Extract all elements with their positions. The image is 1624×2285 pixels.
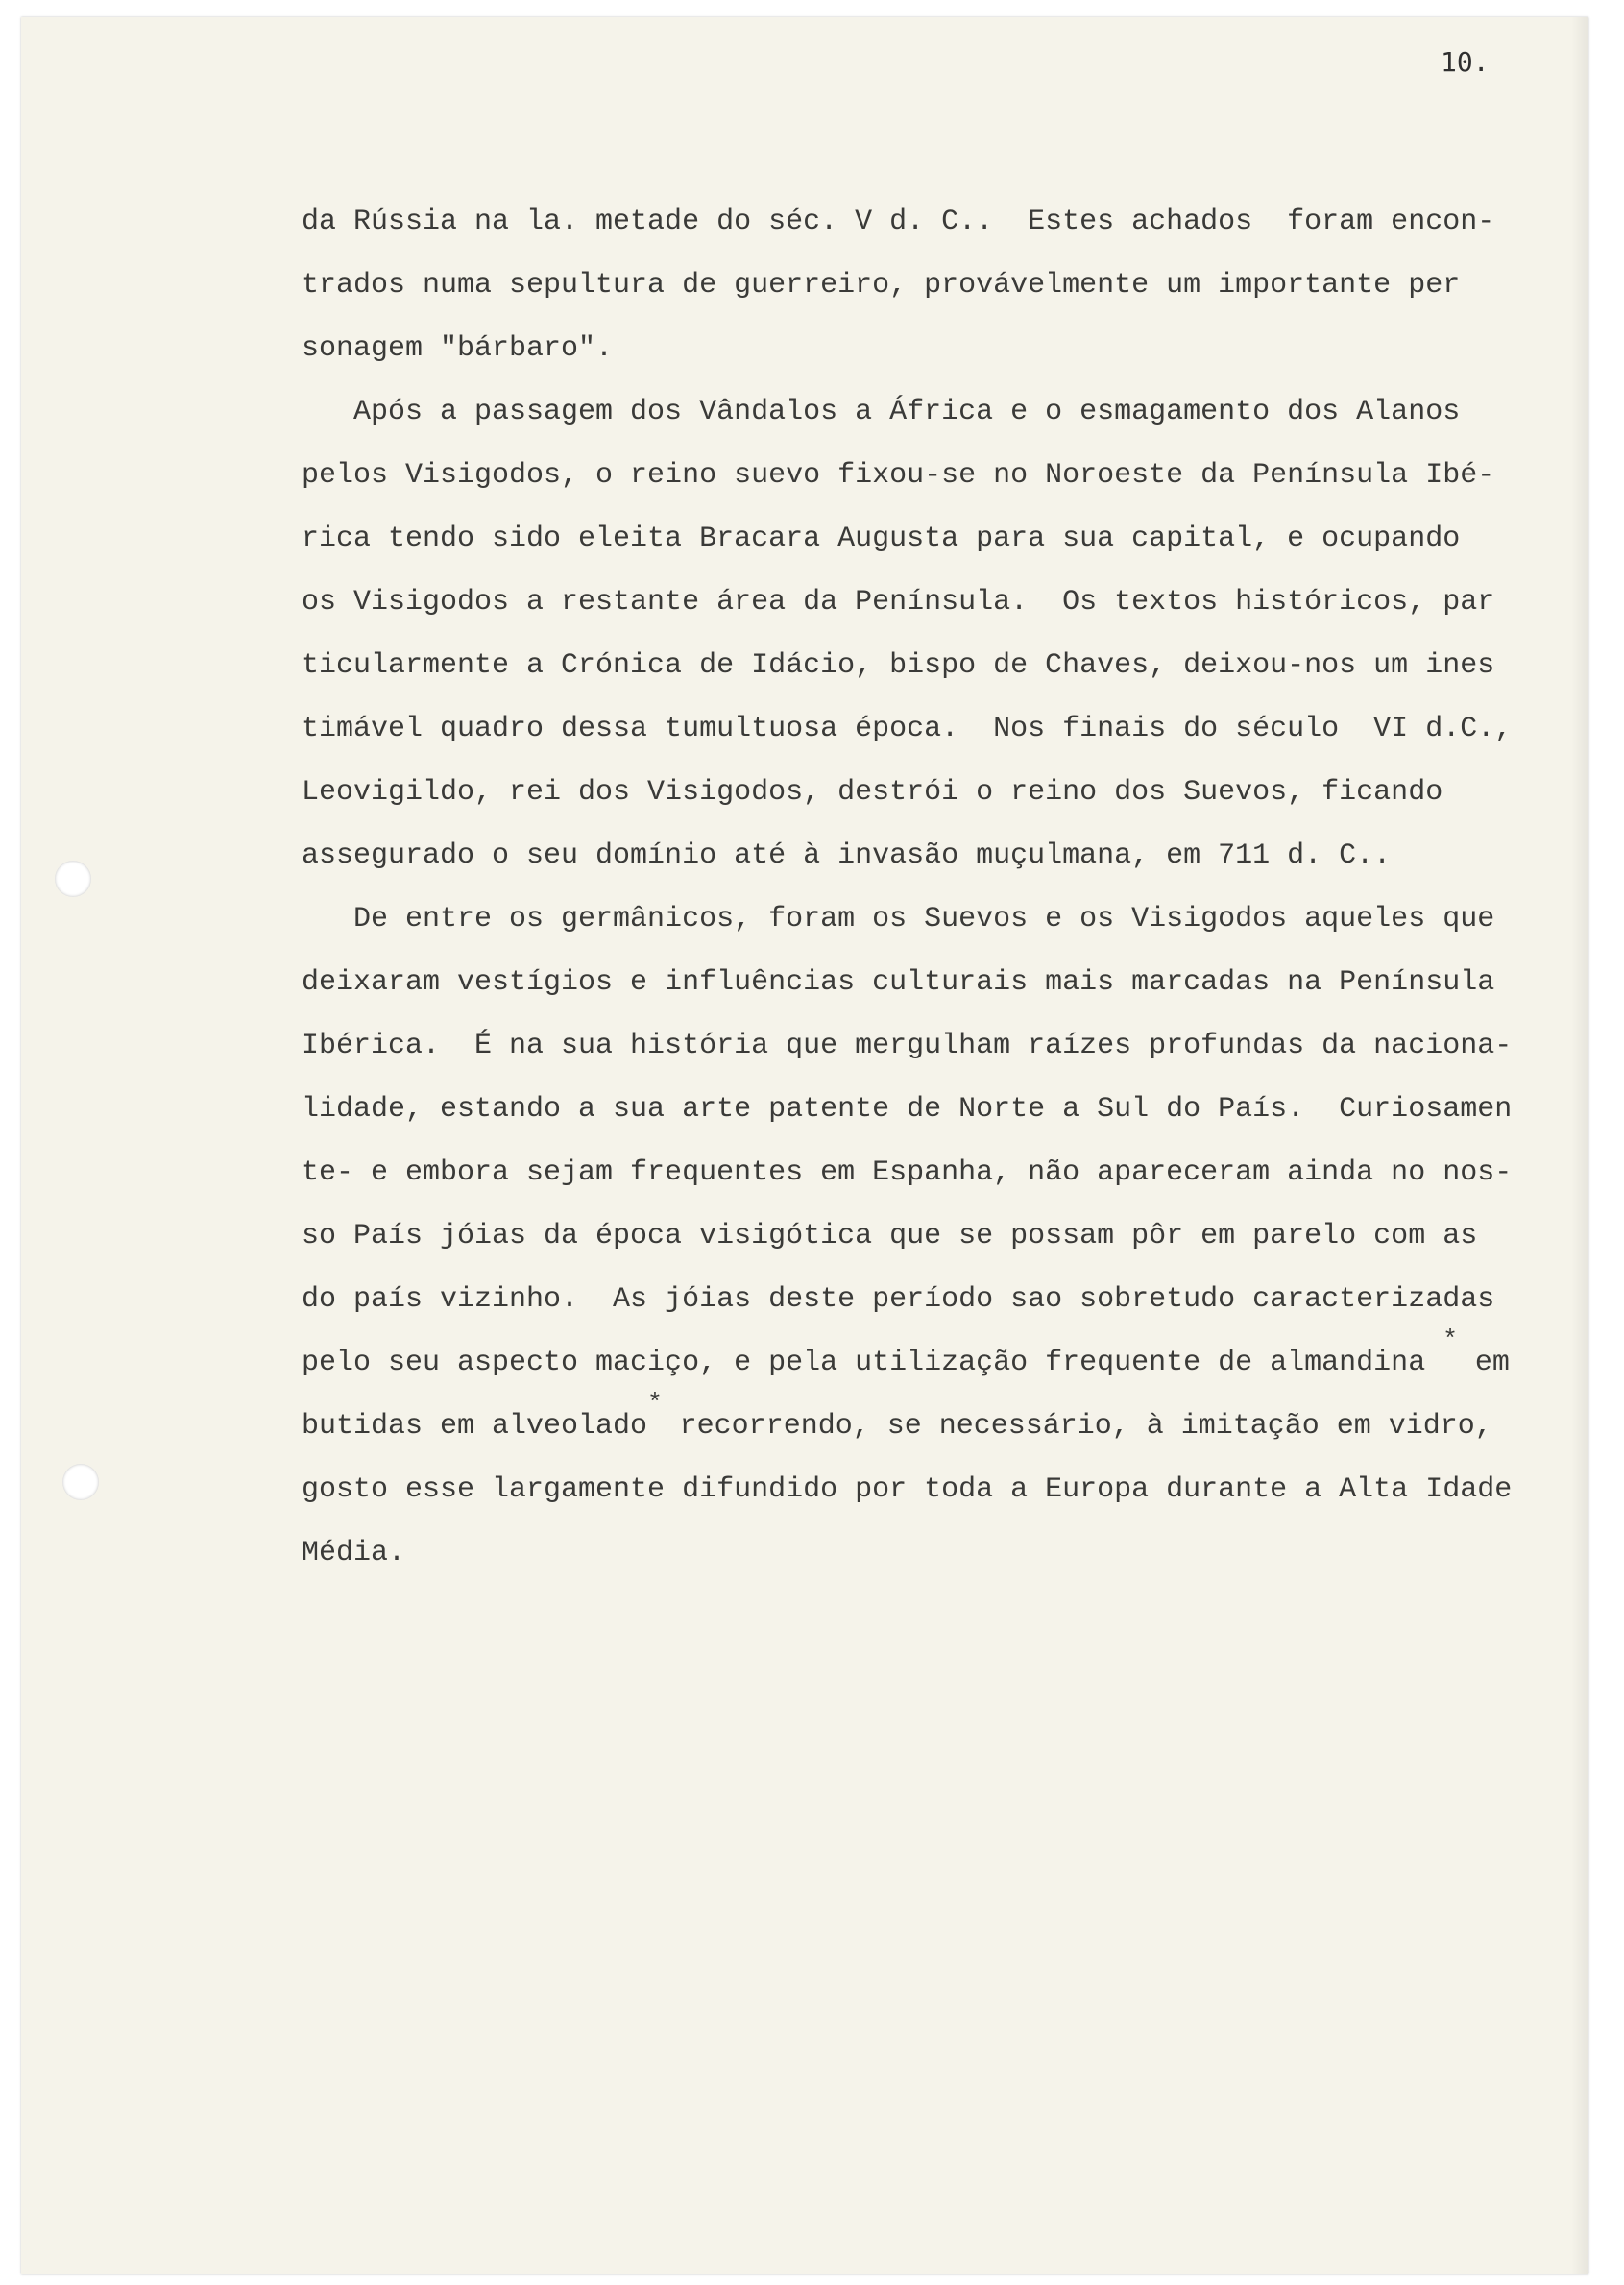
text-line-with-footnote <box>302 1389 1492 1458</box>
text-line: rica tendo sido eleita Bracara Augusta para sua capital, e ocupando <box>302 523 1461 555</box>
text-line: lidade, estando a sua arte patente de Norte a Sul do País. Curiosamen <box>302 1093 1513 1126</box>
text-line: pelos Visigodos, o reino suevo fixou-se no Noroeste da Península Ibé- <box>302 459 1495 492</box>
text-line: Após a passagem dos Vândalos a África e o esmagamento dos Alanos <box>302 396 1461 428</box>
text-line: Média. <box>302 1537 406 1569</box>
text-line: da Rússia na la. metade do séc. V d. C.. Estes achados foram encon- <box>302 206 1495 238</box>
text-line: De entre os germânicos, foram os Suevos e os Visigodos aqueles que <box>302 903 1495 936</box>
text-segment: pelo seu aspecto maciço, e pela utilização frequente de almandina <box>302 1347 1426 1379</box>
text-line: timável quadro dessa tumultuosa época. Nos finais do século VI d.C., <box>302 713 1513 745</box>
text-line: gosto esse largamente difundido por toda a Europa durante a Alta Idade <box>302 1473 1513 1506</box>
text-line: te- e embora sejam frequentes em Espanha, não apareceram ainda no nos- <box>302 1156 1513 1189</box>
text-line: do país vizinho. As jóias deste período sao sobretudo caracterizadas <box>302 1283 1495 1316</box>
page-number: 10. <box>1441 46 1490 78</box>
text-line: ticularmente a Crónica de Idácio, bispo de Chaves, deixou-nos um ines <box>302 649 1495 682</box>
footnote-marker: * <box>1442 1325 1458 1354</box>
text-segment: em <box>1474 1347 1510 1379</box>
text-line: os Visigodos a restante área da Península. Os textos históricos, par <box>302 586 1495 619</box>
punch-hole <box>55 861 91 897</box>
text-line: assegurado o seu domínio até à invasão muçulmana, em 711 d. C.. <box>302 839 1392 872</box>
text-line: Leovigildo, rei dos Visigodos, destrói o reino dos Suevos, ficando <box>302 776 1443 809</box>
text-line: trados numa sepultura de guerreiro, provávelmente um importante per <box>302 269 1461 302</box>
text-line: sonagem "bárbaro". <box>302 332 614 365</box>
text-line: Ibérica. É na sua história que mergulham raízes profundas da naciona- <box>302 1030 1513 1062</box>
page-edge-shadow <box>1571 17 1588 2274</box>
punch-hole <box>62 1464 99 1500</box>
text-line: deixaram vestígios e influências culturais mais marcadas na Península <box>302 966 1495 999</box>
footnote-marker: * <box>647 1389 663 1418</box>
text-segment: recorrendo, se necessário, à imitação em vidro, <box>662 1410 1492 1443</box>
text-line-with-footnote <box>302 1325 1510 1395</box>
text-segment: butidas em alveolado <box>302 1410 648 1443</box>
text-line: so País jóias da época visigótica que se possam pôr em parelo com as <box>302 1220 1478 1252</box>
document-body <box>302 190 1513 1585</box>
